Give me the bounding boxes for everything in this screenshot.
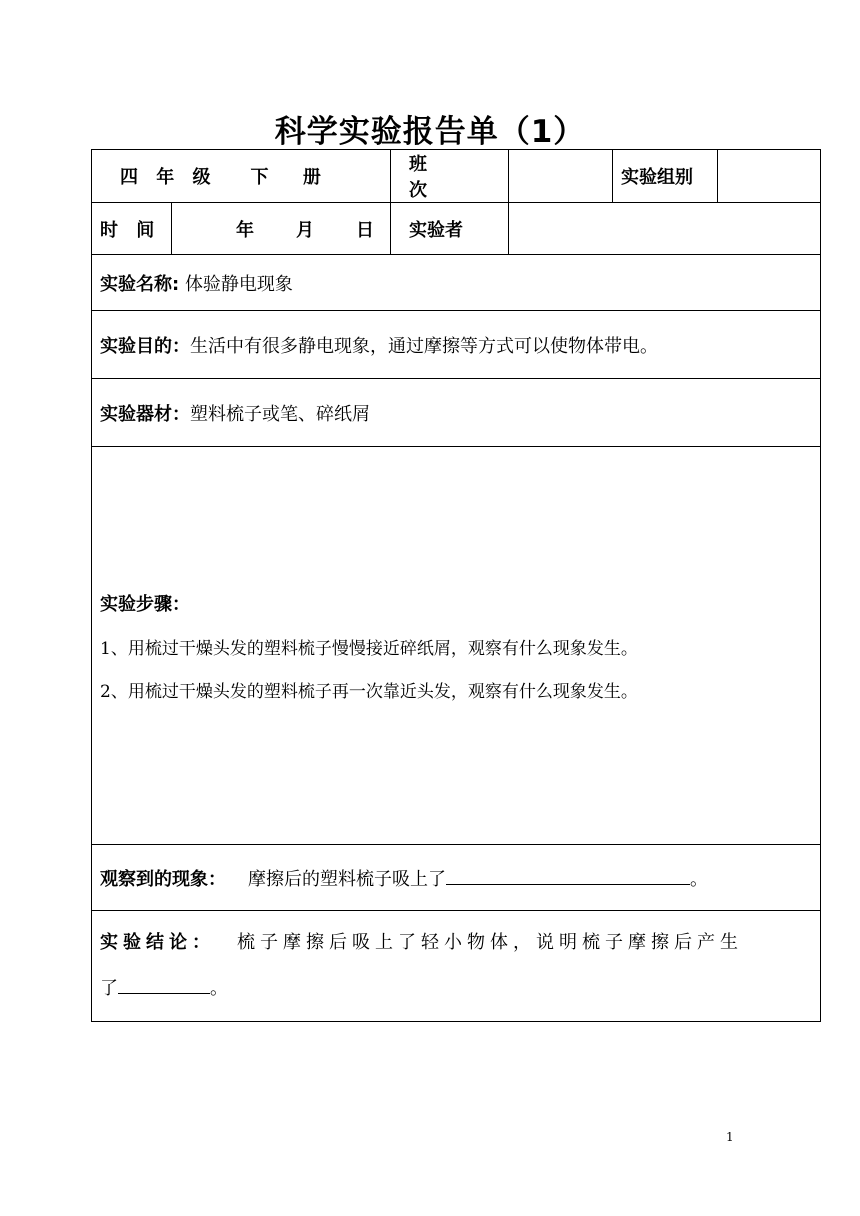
equipment-value: 塑料梳子或笔、碎纸屑	[190, 403, 370, 425]
conclusion-text-2: 了	[100, 978, 118, 999]
experiment-purpose-row	[92, 311, 821, 379]
name-label: 实验名称:	[100, 273, 180, 295]
steps-label: 实验步骤：	[100, 593, 190, 615]
conclusion-row	[92, 911, 821, 1022]
page-title: 科学实验报告单（1）	[274, 114, 586, 150]
experiment-purpose-cell	[92, 311, 821, 379]
purpose-label: 实验目的：	[100, 335, 190, 357]
experiment-steps-cell	[92, 447, 821, 845]
experiment-equipment-row	[92, 379, 821, 447]
experimenter-label: 实验者	[391, 203, 509, 255]
experimenter-value-field[interactable]	[509, 203, 821, 255]
step-item: 2、用梳过干燥头发的塑料梳子再一次靠近头发，观察有什么现象发生。	[100, 681, 638, 702]
conclusion-end: 。	[210, 978, 228, 999]
step-item: 1、用梳过干燥头发的塑料梳子慢慢接近碎纸屑，观察有什么现象发生。	[100, 638, 638, 659]
date-year-label: 年	[236, 219, 257, 241]
experiment-name-cell	[92, 255, 821, 311]
class-label: 班 次	[391, 150, 509, 203]
date-field[interactable]	[172, 203, 391, 255]
grade-cell	[92, 150, 391, 203]
group-label: 实验组别	[613, 150, 718, 203]
observation-text: 摩擦后的塑料梳子吸上了	[248, 868, 446, 890]
equipment-label: 实验器材：	[100, 403, 190, 425]
header-row-2	[92, 203, 821, 255]
conclusion-blank[interactable]	[118, 975, 210, 994]
experiment-name-row	[92, 255, 821, 311]
conclusion-cell	[92, 911, 821, 1022]
purpose-value: 生活中有很多静电现象，通过摩擦等方式可以使物体带电。	[190, 335, 658, 357]
observation-end: 。	[690, 868, 708, 890]
date-day-label: 日	[356, 219, 377, 241]
experiment-steps-row	[92, 447, 821, 845]
observation-row	[92, 845, 821, 911]
conclusion-label: 实验结论：	[100, 932, 215, 953]
observation-label: 观察到的现象：	[100, 868, 226, 890]
date-month-label: 月	[296, 219, 317, 241]
page-number: 1	[726, 1130, 734, 1144]
name-value: 体验静电现象	[184, 273, 293, 295]
observation-blank[interactable]	[446, 866, 690, 885]
report-table	[91, 149, 821, 1022]
conclusion-text: 梳子摩擦后吸上了轻小物体，说明梳子摩擦后产生	[237, 932, 743, 953]
header-row-1	[92, 150, 821, 203]
volume-label: 下 册	[250, 167, 335, 188]
experiment-equipment-cell	[92, 379, 821, 447]
class-value-field[interactable]	[509, 150, 613, 203]
group-value-field[interactable]	[718, 150, 821, 203]
grade-label: 四 年 级	[120, 167, 217, 188]
observation-cell	[92, 845, 821, 911]
time-label: 时 间	[92, 203, 172, 255]
